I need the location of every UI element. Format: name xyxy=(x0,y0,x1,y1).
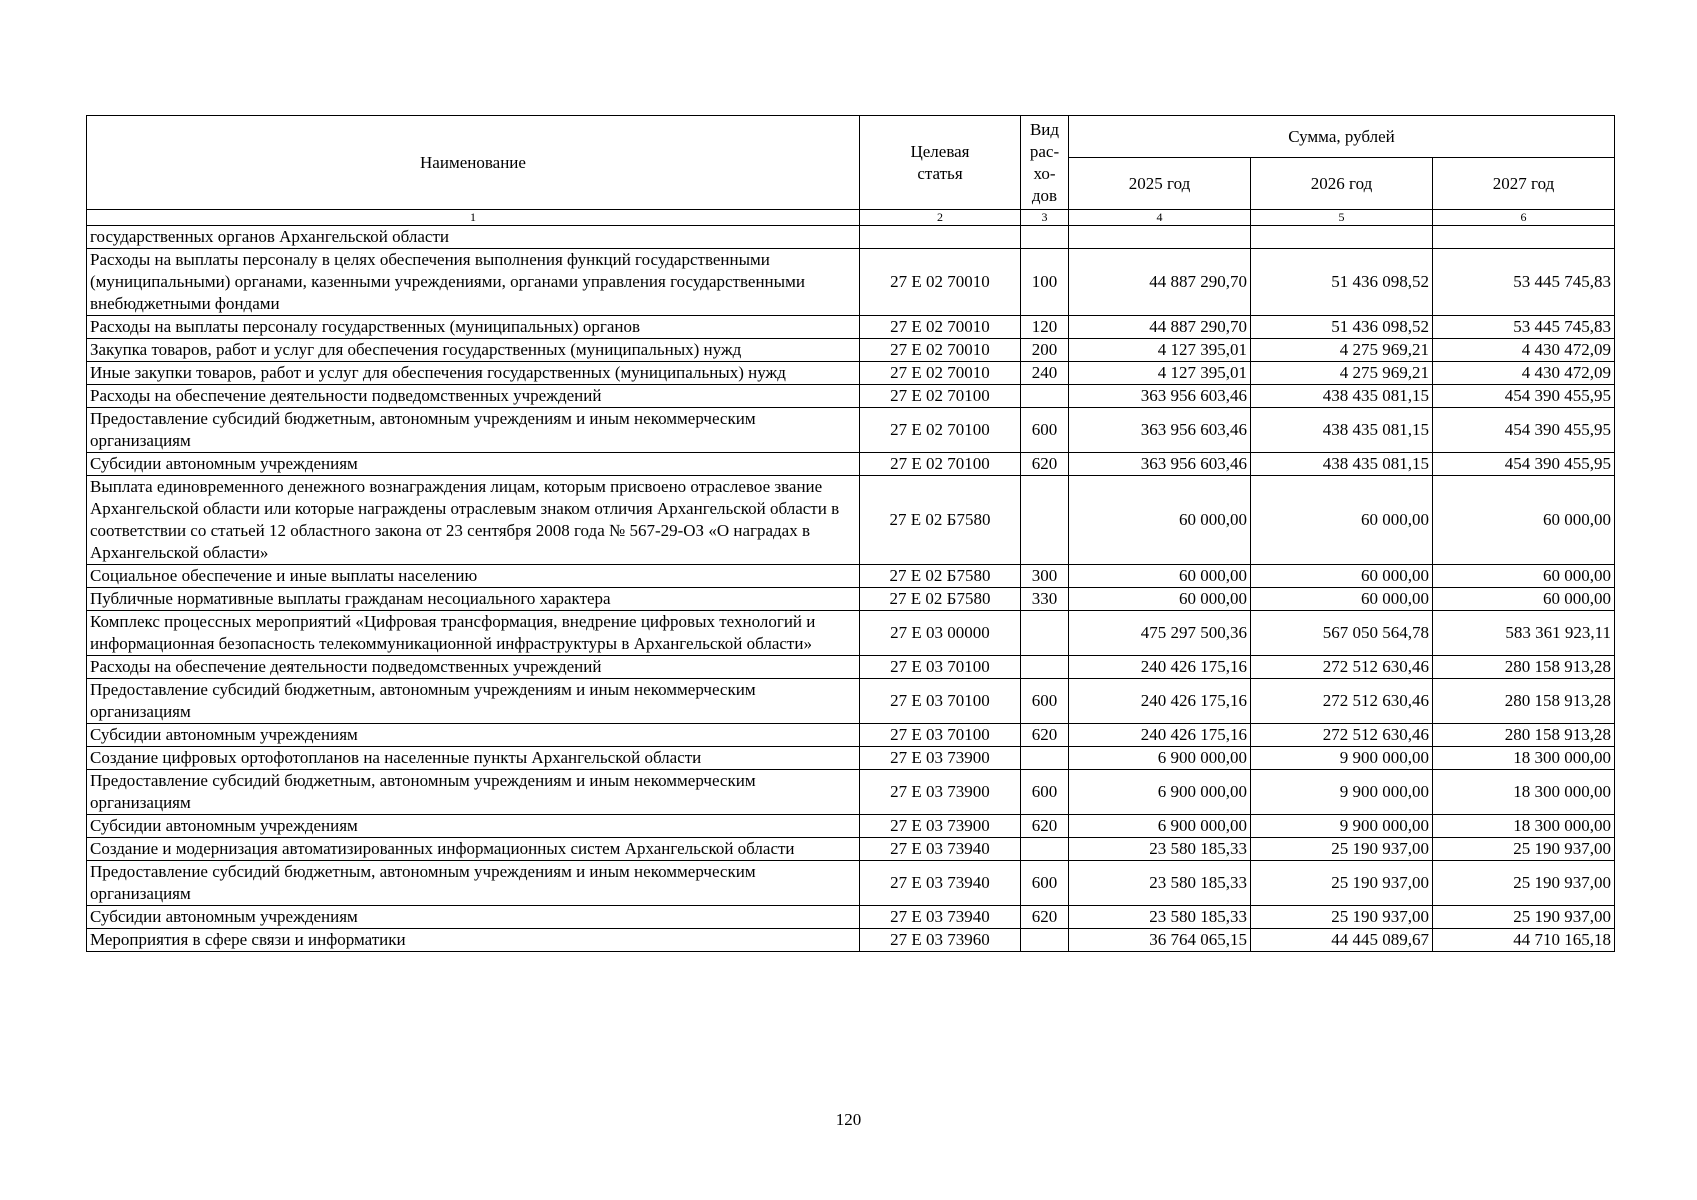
row-amount-2026: 9 900 000,00 xyxy=(1251,815,1433,838)
row-amount-2027: 454 390 455,95 xyxy=(1433,408,1615,453)
row-amount-2026: 60 000,00 xyxy=(1251,588,1433,611)
table-row xyxy=(87,656,1615,679)
column-number: 2 xyxy=(860,210,1021,226)
row-amount-2026: 25 190 937,00 xyxy=(1251,838,1433,861)
row-target-code: 27 Е 03 70100 xyxy=(860,724,1021,747)
row-name: Выплата единовременного денежного вознаграждения лицам, которым присвоено отраслевое звание Архангельской области или которые награждены отраслевым знаком отличия Архангельской области в соответствии со статьей 12 областного закона от 23 сентября 2008 года № 567-29-ОЗ «О наградах в Архангельской области» xyxy=(87,476,860,565)
row-name: Социальное обеспечение и иные выплаты населению xyxy=(87,565,860,588)
row-amount-2025: 60 000,00 xyxy=(1069,565,1251,588)
table-row xyxy=(87,408,1615,453)
row-name: Расходы на обеспечение деятельности подведомственных учреждений xyxy=(87,385,860,408)
table-row xyxy=(87,316,1615,339)
table-row xyxy=(87,385,1615,408)
row-amount-2025: 363 956 603,46 xyxy=(1069,453,1251,476)
row-target-code: 27 Е 03 73900 xyxy=(860,770,1021,815)
row-name: Создание и модернизация автоматизированных информационных систем Архангельской области xyxy=(87,838,860,861)
row-amount-2027: 53 445 745,83 xyxy=(1433,249,1615,316)
table-row xyxy=(87,476,1615,565)
table-row xyxy=(87,453,1615,476)
table-body xyxy=(87,226,1615,952)
row-name: Субсидии автономным учреждениям xyxy=(87,453,860,476)
row-amount-2025: 475 297 500,36 xyxy=(1069,611,1251,656)
row-target-code: 27 Е 02 Б7580 xyxy=(860,588,1021,611)
row-amount-2026: 9 900 000,00 xyxy=(1251,747,1433,770)
row-amount-2026: 25 190 937,00 xyxy=(1251,861,1433,906)
table-row xyxy=(87,861,1615,906)
row-amount-2027: 18 300 000,00 xyxy=(1433,770,1615,815)
row-name: Субсидии автономным учреждениям xyxy=(87,724,860,747)
row-expense-type: 620 xyxy=(1021,724,1069,747)
table-row xyxy=(87,249,1615,316)
row-amount-2026: 4 275 969,21 xyxy=(1251,362,1433,385)
row-target-code: 27 Е 03 73940 xyxy=(860,861,1021,906)
row-amount-2025: 23 580 185,33 xyxy=(1069,906,1251,929)
row-amount-2027: 25 190 937,00 xyxy=(1433,906,1615,929)
table-row xyxy=(87,770,1615,815)
row-name: Субсидии автономным учреждениям xyxy=(87,815,860,838)
row-target-code: 27 Е 03 73900 xyxy=(860,815,1021,838)
header-expense-type-l4: дов xyxy=(1031,185,1058,205)
row-target-code: 27 Е 02 70010 xyxy=(860,249,1021,316)
row-expense-type: 600 xyxy=(1021,861,1069,906)
row-amount-2027: 18 300 000,00 xyxy=(1433,815,1615,838)
row-target-code: 27 Е 03 73900 xyxy=(860,747,1021,770)
row-amount-2025 xyxy=(1069,226,1251,249)
row-amount-2026: 44 445 089,67 xyxy=(1251,929,1433,952)
row-target-code: 27 Е 03 73960 xyxy=(860,929,1021,952)
table-row xyxy=(87,588,1615,611)
table-row xyxy=(87,362,1615,385)
table-row xyxy=(87,838,1615,861)
header-year-2027: 2027 год xyxy=(1433,158,1615,210)
row-amount-2025: 240 426 175,16 xyxy=(1069,656,1251,679)
row-target-code: 27 Е 02 70100 xyxy=(860,408,1021,453)
row-target-code: 27 Е 03 70100 xyxy=(860,656,1021,679)
row-expense-type xyxy=(1021,656,1069,679)
row-amount-2025: 240 426 175,16 xyxy=(1069,679,1251,724)
column-number: 5 xyxy=(1251,210,1433,226)
row-target-code: 27 Е 03 73940 xyxy=(860,906,1021,929)
header-name: Наименование xyxy=(87,116,860,210)
header-target xyxy=(860,116,1021,210)
header-expense-type xyxy=(1021,116,1069,210)
row-name: государственных органов Архангельской области xyxy=(87,226,860,249)
column-number: 4 xyxy=(1069,210,1251,226)
row-name: Создание цифровых ортофотопланов на населенные пункты Архангельской области xyxy=(87,747,860,770)
row-amount-2027: 60 000,00 xyxy=(1433,588,1615,611)
row-amount-2026: 25 190 937,00 xyxy=(1251,906,1433,929)
row-amount-2025: 44 887 290,70 xyxy=(1069,316,1251,339)
row-amount-2027: 18 300 000,00 xyxy=(1433,747,1615,770)
row-target-code: 27 Е 02 Б7580 xyxy=(860,476,1021,565)
row-amount-2026: 438 435 081,15 xyxy=(1251,385,1433,408)
header-sum: Сумма, рублей xyxy=(1069,116,1615,158)
row-amount-2027: 454 390 455,95 xyxy=(1433,385,1615,408)
table-row xyxy=(87,679,1615,724)
row-amount-2026: 60 000,00 xyxy=(1251,476,1433,565)
row-expense-type: 620 xyxy=(1021,453,1069,476)
column-number: 3 xyxy=(1021,210,1069,226)
row-target-code: 27 Е 03 70100 xyxy=(860,679,1021,724)
row-target-code: 27 Е 02 70100 xyxy=(860,453,1021,476)
row-amount-2025: 23 580 185,33 xyxy=(1069,838,1251,861)
row-expense-type: 620 xyxy=(1021,815,1069,838)
row-expense-type: 600 xyxy=(1021,679,1069,724)
row-amount-2027: 4 430 472,09 xyxy=(1433,362,1615,385)
row-name: Расходы на выплаты персоналу в целях обеспечения выполнения функций государственными (муниципальными) органами, казенными учреждениями, органами управления государственными внебюджетными фондами xyxy=(87,249,860,316)
row-expense-type: 300 xyxy=(1021,565,1069,588)
table-row xyxy=(87,815,1615,838)
row-amount-2027 xyxy=(1433,226,1615,249)
header-year-2025: 2025 год xyxy=(1069,158,1251,210)
row-target-code: 27 Е 02 70010 xyxy=(860,362,1021,385)
row-amount-2026: 51 436 098,52 xyxy=(1251,316,1433,339)
row-expense-type: 620 xyxy=(1021,906,1069,929)
row-expense-type xyxy=(1021,747,1069,770)
row-expense-type: 600 xyxy=(1021,770,1069,815)
row-expense-type: 100 xyxy=(1021,249,1069,316)
row-amount-2025: 363 956 603,46 xyxy=(1069,408,1251,453)
row-amount-2025: 4 127 395,01 xyxy=(1069,362,1251,385)
table-row xyxy=(87,226,1615,249)
row-amount-2027: 25 190 937,00 xyxy=(1433,861,1615,906)
row-target-code: 27 Е 03 00000 xyxy=(860,611,1021,656)
table-row xyxy=(87,339,1615,362)
row-expense-type xyxy=(1021,385,1069,408)
column-number: 1 xyxy=(87,210,860,226)
row-name: Мероприятия в сфере связи и информатики xyxy=(87,929,860,952)
budget-table xyxy=(86,115,1615,952)
row-expense-type xyxy=(1021,838,1069,861)
row-amount-2025: 363 956 603,46 xyxy=(1069,385,1251,408)
row-expense-type: 240 xyxy=(1021,362,1069,385)
row-amount-2027: 25 190 937,00 xyxy=(1433,838,1615,861)
row-amount-2026: 272 512 630,46 xyxy=(1251,724,1433,747)
row-expense-type: 200 xyxy=(1021,339,1069,362)
row-amount-2025: 60 000,00 xyxy=(1069,476,1251,565)
column-number: 6 xyxy=(1433,210,1615,226)
row-amount-2026 xyxy=(1251,226,1433,249)
row-amount-2027: 280 158 913,28 xyxy=(1433,679,1615,724)
row-amount-2027: 44 710 165,18 xyxy=(1433,929,1615,952)
row-target-code: 27 Е 02 Б7580 xyxy=(860,565,1021,588)
row-target-code: 27 Е 03 73940 xyxy=(860,838,1021,861)
row-amount-2025: 36 764 065,15 xyxy=(1069,929,1251,952)
table-row xyxy=(87,906,1615,929)
row-amount-2026: 438 435 081,15 xyxy=(1251,453,1433,476)
row-expense-type xyxy=(1021,929,1069,952)
row-amount-2027: 4 430 472,09 xyxy=(1433,339,1615,362)
row-name: Расходы на обеспечение деятельности подведомственных учреждений xyxy=(87,656,860,679)
row-amount-2025: 6 900 000,00 xyxy=(1069,815,1251,838)
row-name: Предоставление субсидий бюджетным, автономным учреждениям и иным некоммерческим организациям xyxy=(87,679,860,724)
row-name: Предоставление субсидий бюджетным, автономным учреждениям и иным некоммерческим организациям xyxy=(87,770,860,815)
row-amount-2026: 4 275 969,21 xyxy=(1251,339,1433,362)
row-amount-2025: 6 900 000,00 xyxy=(1069,770,1251,815)
row-expense-type xyxy=(1021,611,1069,656)
row-amount-2027: 583 361 923,11 xyxy=(1433,611,1615,656)
table-row xyxy=(87,747,1615,770)
table-row xyxy=(87,565,1615,588)
row-amount-2026: 51 436 098,52 xyxy=(1251,249,1433,316)
header-year-2026: 2026 год xyxy=(1251,158,1433,210)
row-amount-2026: 272 512 630,46 xyxy=(1251,656,1433,679)
row-amount-2027: 60 000,00 xyxy=(1433,565,1615,588)
row-expense-type xyxy=(1021,226,1069,249)
row-name: Предоставление субсидий бюджетным, автономным учреждениям и иным некоммерческим организациям xyxy=(87,408,860,453)
row-target-code xyxy=(860,226,1021,249)
header-expense-type-l1: Вид xyxy=(1029,119,1060,139)
row-amount-2025: 44 887 290,70 xyxy=(1069,249,1251,316)
row-expense-type: 600 xyxy=(1021,408,1069,453)
row-amount-2026: 438 435 081,15 xyxy=(1251,408,1433,453)
row-amount-2027: 280 158 913,28 xyxy=(1433,656,1615,679)
row-amount-2027: 454 390 455,95 xyxy=(1433,453,1615,476)
row-amount-2026: 567 050 564,78 xyxy=(1251,611,1433,656)
row-expense-type: 330 xyxy=(1021,588,1069,611)
row-amount-2027: 53 445 745,83 xyxy=(1433,316,1615,339)
row-target-code: 27 Е 02 70100 xyxy=(860,385,1021,408)
table-row xyxy=(87,724,1615,747)
row-amount-2026: 60 000,00 xyxy=(1251,565,1433,588)
row-target-code: 27 Е 02 70010 xyxy=(860,316,1021,339)
column-number-row xyxy=(87,210,1615,226)
page-number: 120 xyxy=(835,1110,862,1129)
row-amount-2025: 4 127 395,01 xyxy=(1069,339,1251,362)
row-amount-2025: 240 426 175,16 xyxy=(1069,724,1251,747)
row-name: Закупка товаров, работ и услуг для обеспечения государственных (муниципальных) нужд xyxy=(87,339,860,362)
header-expense-type-l2: рас- xyxy=(1029,141,1060,161)
row-name: Комплекс процессных мероприятий «Цифровая трансформация, внедрение цифровых технологий и информационная безопасность телекоммуникационной инфраструктуры в Архангельской области» xyxy=(87,611,860,656)
row-amount-2025: 6 900 000,00 xyxy=(1069,747,1251,770)
row-expense-type: 120 xyxy=(1021,316,1069,339)
row-name: Расходы на выплаты персоналу государственных (муниципальных) органов xyxy=(87,316,860,339)
row-target-code: 27 Е 02 70010 xyxy=(860,339,1021,362)
row-amount-2026: 272 512 630,46 xyxy=(1251,679,1433,724)
table-row xyxy=(87,929,1615,952)
row-amount-2027: 60 000,00 xyxy=(1433,476,1615,565)
row-amount-2025: 60 000,00 xyxy=(1069,588,1251,611)
row-name: Предоставление субсидий бюджетным, автономным учреждениям и иным некоммерческим организациям xyxy=(87,861,860,906)
row-name: Иные закупки товаров, работ и услуг для обеспечения государственных (муниципальных) нужд xyxy=(87,362,860,385)
table-row xyxy=(87,611,1615,656)
row-name: Субсидии автономным учреждениям xyxy=(87,906,860,929)
row-amount-2026: 9 900 000,00 xyxy=(1251,770,1433,815)
row-amount-2025: 23 580 185,33 xyxy=(1069,861,1251,906)
row-amount-2027: 280 158 913,28 xyxy=(1433,724,1615,747)
header-target-text: Целевая статья xyxy=(910,141,970,183)
row-expense-type xyxy=(1021,476,1069,565)
header-expense-type-l3: хо- xyxy=(1033,163,1056,183)
row-name: Публичные нормативные выплаты гражданам несоциального характера xyxy=(87,588,860,611)
